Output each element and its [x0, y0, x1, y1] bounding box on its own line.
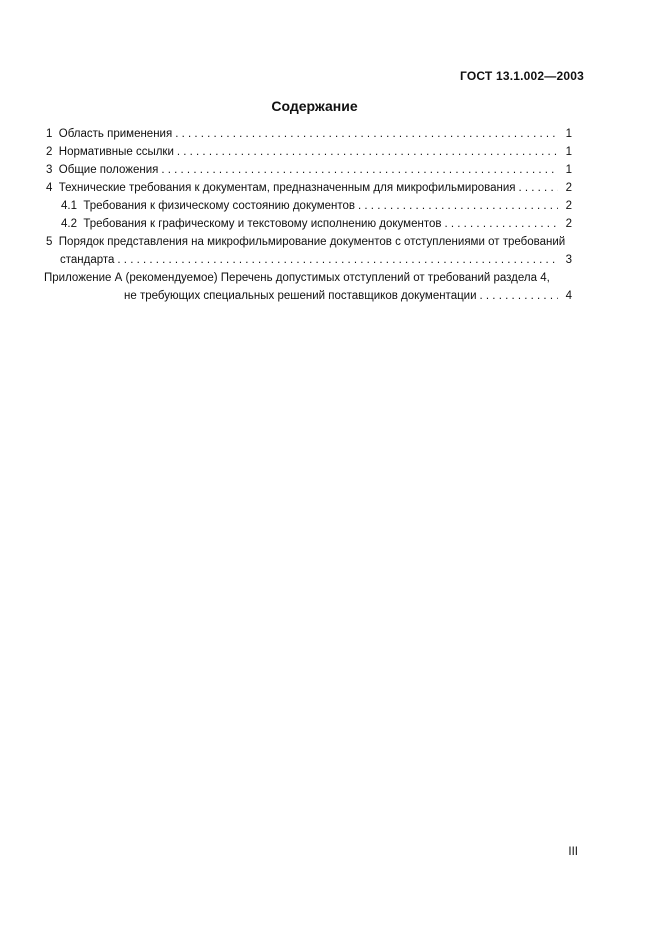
page-title: Содержание — [271, 98, 358, 114]
dot-leader — [444, 215, 558, 233]
toc-entry-label: не требующих специальных решений поставщиков документации — [124, 290, 477, 302]
toc-entry-page: 4 — [565, 290, 572, 302]
toc-row — [44, 287, 572, 305]
toc-entry-label: 4.1 Требования к физическому состоянию документов — [61, 200, 356, 212]
toc-entry-label: Приложение А (рекомендуемое) Перечень допустимых отступлений от требований раздела 4, — [44, 272, 550, 284]
dot-leader — [117, 251, 558, 269]
toc-entry-page: 1 — [565, 128, 572, 140]
toc-entry-page: 2 — [565, 218, 572, 230]
dot-leader — [480, 287, 558, 305]
toc-entry-label: 4 Технические требования к документам, предназначенным для микрофильмирования — [46, 182, 516, 194]
page-number: III — [568, 846, 578, 858]
toc-entry-page: 1 — [565, 164, 572, 176]
toc-row — [44, 197, 572, 215]
toc-entry-page: 3 — [565, 254, 572, 266]
toc-row — [44, 125, 572, 143]
toc-row — [44, 161, 572, 179]
dot-leader — [161, 161, 558, 179]
toc-row — [44, 251, 572, 269]
toc-row — [44, 233, 572, 251]
toc-row — [44, 215, 572, 233]
dot-leader — [519, 179, 559, 197]
toc-row — [44, 143, 572, 161]
toc-entry-label: 2 Нормативные ссылки — [46, 146, 174, 158]
dot-leader — [358, 197, 558, 215]
toc-entry-label: 3 Общие положения — [46, 164, 159, 176]
toc-entry-page: 1 — [565, 146, 572, 158]
toc-entry-page: 2 — [565, 200, 572, 212]
toc-entry-label: 1 Область применения — [46, 128, 173, 140]
dot-leader — [177, 143, 558, 161]
toc-row — [44, 269, 572, 287]
dot-leader — [175, 125, 558, 143]
toc-entry-label: 5 Порядок представления на микрофильмирование документов с отступлениями от требований — [46, 236, 566, 248]
document-code: ГОСТ 13.1.002—2003 — [459, 69, 584, 83]
toc-entry-label: 4.2 Требования к графическому и текстовому исполнению документов — [61, 218, 442, 230]
toc-entry-label: стандарта — [60, 254, 115, 266]
toc-entry-page: 2 — [565, 182, 572, 194]
table-of-contents — [44, 125, 572, 305]
toc-row — [44, 179, 572, 197]
